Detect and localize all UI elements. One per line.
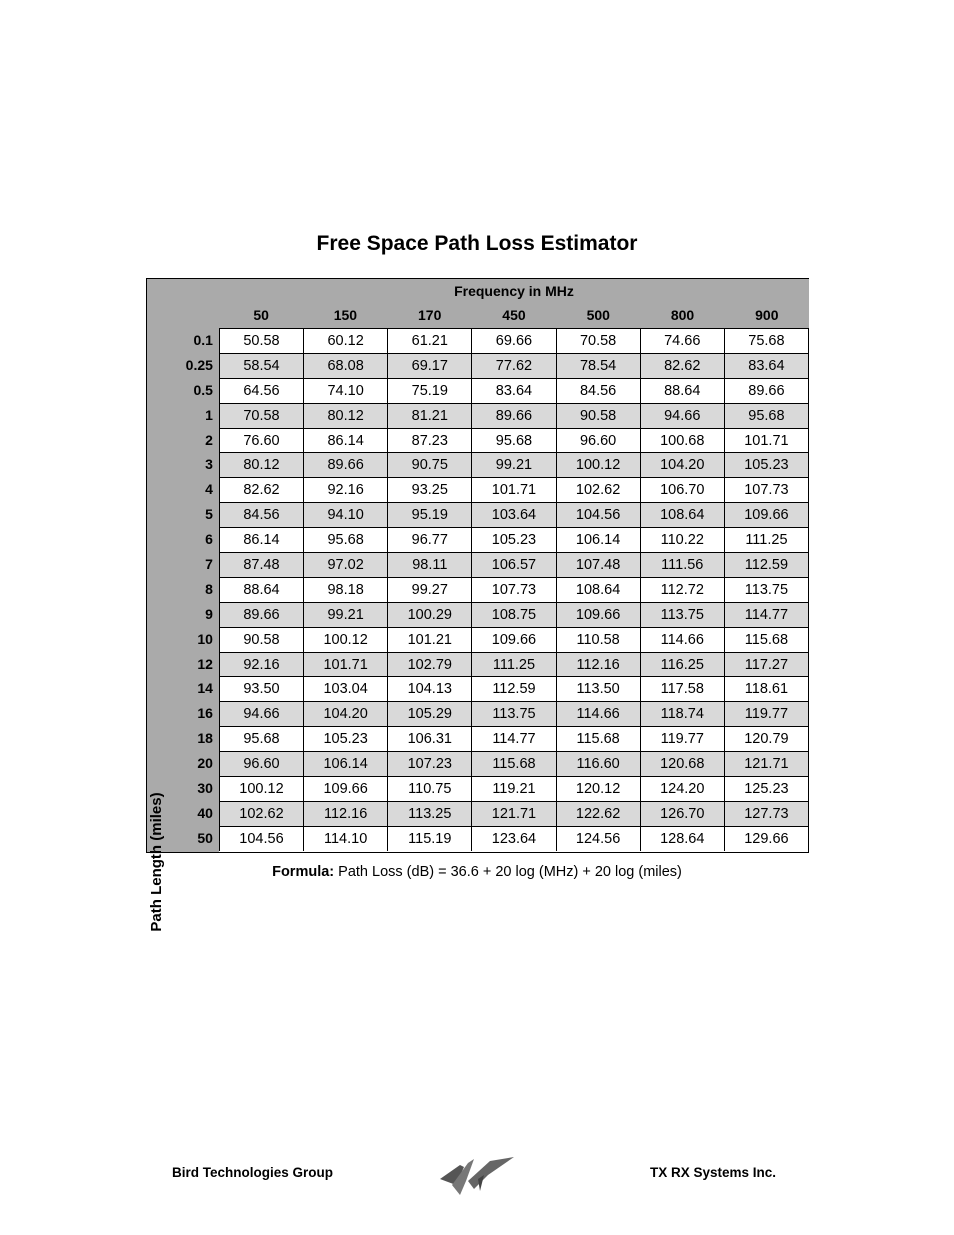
table-cell: 80.12 (303, 403, 387, 428)
table-cell: 108.75 (471, 602, 555, 627)
table-cell: 120.68 (640, 751, 724, 776)
table-cell: 74.66 (640, 328, 724, 353)
table-cell: 76.60 (219, 428, 303, 453)
table-cell: 121.71 (471, 801, 555, 826)
table-cell: 125.23 (724, 776, 808, 801)
table-cell: 110.22 (640, 527, 724, 552)
table-cell: 129.66 (724, 826, 808, 851)
table-cell: 74.10 (303, 378, 387, 403)
table-cell: 88.64 (219, 577, 303, 602)
column-group-label: Frequency in MHz (219, 279, 809, 303)
table-cell: 58.54 (219, 353, 303, 378)
table-row (147, 826, 808, 851)
table-cell: 77.62 (471, 353, 555, 378)
table-cell: 112.16 (556, 652, 640, 677)
table-row (147, 328, 808, 353)
table-row (147, 452, 808, 477)
table-cell: 106.14 (303, 751, 387, 776)
table-cell: 86.14 (303, 428, 387, 453)
table-cell: 112.72 (640, 577, 724, 602)
table-cell: 75.68 (724, 328, 808, 353)
table-cell: 89.66 (219, 602, 303, 627)
table-cell: 106.14 (556, 527, 640, 552)
table-cell: 105.23 (724, 452, 808, 477)
row-label: 20 (197, 755, 213, 772)
table-cell: 103.64 (471, 502, 555, 527)
table-row (147, 378, 808, 403)
table-cell: 126.70 (640, 801, 724, 826)
table-cell: 111.25 (724, 527, 808, 552)
table-cell: 94.66 (219, 701, 303, 726)
table-cell: 83.64 (724, 353, 808, 378)
table-cell: 60.12 (303, 328, 387, 353)
table-cell: 116.60 (556, 751, 640, 776)
table-cell: 113.25 (387, 801, 471, 826)
table-cell: 93.50 (219, 676, 303, 701)
table-cell: 99.21 (471, 452, 555, 477)
table-cell: 120.12 (556, 776, 640, 801)
bird-logo-icon (438, 1155, 516, 1199)
table-cell: 118.74 (640, 701, 724, 726)
table-cell: 113.75 (724, 577, 808, 602)
table-cell: 109.66 (303, 776, 387, 801)
row-label: 5 (205, 506, 213, 523)
table-cell: 97.02 (303, 552, 387, 577)
row-label: 16 (197, 705, 213, 722)
column-header: 500 (586, 307, 610, 323)
table-cell: 96.60 (219, 751, 303, 776)
table-cell: 90.75 (387, 452, 471, 477)
table-cell: 101.71 (724, 428, 808, 453)
column-header-row (219, 303, 809, 328)
table-cell: 107.48 (556, 552, 640, 577)
table-cell: 119.21 (471, 776, 555, 801)
table-cell: 107.73 (471, 577, 555, 602)
table-cell: 118.61 (724, 676, 808, 701)
row-label: 12 (197, 655, 213, 672)
table-cell: 102.62 (556, 477, 640, 502)
column-header: 800 (670, 307, 695, 323)
table-cell: 99.27 (387, 577, 471, 602)
column-header: 50 (253, 307, 269, 323)
table-cell: 109.66 (556, 602, 640, 627)
table-cell: 114.77 (724, 602, 808, 627)
table-row (147, 502, 808, 527)
table-row (147, 751, 808, 776)
row-label: 6 (205, 531, 213, 548)
table-cell: 120.79 (724, 726, 808, 751)
table-cell: 100.12 (556, 452, 640, 477)
table-cell: 114.77 (471, 726, 555, 751)
table-cell: 100.29 (387, 602, 471, 627)
table-cell: 103.04 (303, 676, 387, 701)
table-cell: 70.58 (556, 328, 640, 353)
table-row (147, 701, 808, 726)
table-cell: 95.68 (724, 403, 808, 428)
table-cell: 99.21 (303, 602, 387, 627)
table-row (147, 676, 808, 701)
table-cell: 112.16 (303, 801, 387, 826)
row-label: 18 (197, 730, 213, 747)
table-cell: 64.56 (219, 378, 303, 403)
row-group-label: Path Length (miles) (148, 792, 165, 932)
table-cell: 105.29 (387, 701, 471, 726)
table-cell: 121.71 (724, 751, 808, 776)
table-cell: 115.68 (471, 751, 555, 776)
table-cell: 83.64 (471, 378, 555, 403)
table-cell: 95.68 (471, 428, 555, 453)
table-cell: 102.62 (219, 801, 303, 826)
table-cell: 95.68 (303, 527, 387, 552)
table-cell: 82.62 (640, 353, 724, 378)
table-cell: 106.31 (387, 726, 471, 751)
table-cell: 104.20 (640, 452, 724, 477)
table-cell: 61.21 (387, 328, 471, 353)
row-label: 0.1 (193, 332, 213, 348)
column-header: 170 (418, 307, 442, 323)
footer-company-right: TX RX Systems Inc. (650, 1165, 777, 1180)
table-cell: 104.20 (303, 701, 387, 726)
table-cell: 111.56 (640, 552, 724, 577)
table-cell: 78.54 (556, 353, 640, 378)
table-cell: 88.64 (640, 378, 724, 403)
table-cell: 95.19 (387, 502, 471, 527)
table-cell: 75.19 (387, 378, 471, 403)
table-cell: 101.71 (471, 477, 555, 502)
row-label: 40 (197, 804, 213, 821)
table-row (147, 726, 808, 751)
table-row (147, 552, 808, 577)
table-cell: 87.48 (219, 552, 303, 577)
table-cell: 92.16 (303, 477, 387, 502)
table-cell: 108.64 (640, 502, 724, 527)
table-cell: 95.68 (219, 726, 303, 751)
table-cell: 84.56 (219, 502, 303, 527)
table-cell: 80.12 (219, 452, 303, 477)
table-cell: 110.75 (387, 776, 471, 801)
table-cell: 124.20 (640, 776, 724, 801)
table-cell: 111.25 (471, 652, 555, 677)
table-row (147, 353, 808, 378)
table-cell: 105.23 (471, 527, 555, 552)
column-header: 150 (333, 307, 358, 323)
table-row (147, 428, 808, 453)
table-cell: 104.56 (219, 826, 303, 851)
table-cell: 100.12 (219, 776, 303, 801)
row-label: 8 (205, 580, 213, 597)
page-title: Free Space Path Loss Estimator (316, 232, 638, 255)
formula-label: Formula: (272, 864, 335, 880)
table-cell: 123.64 (471, 826, 555, 851)
table-cell: 107.73 (724, 477, 808, 502)
table-cell: 119.77 (640, 726, 724, 751)
table-body (147, 328, 808, 851)
table-row (147, 652, 808, 677)
table-cell: 113.75 (640, 602, 724, 627)
table-cell: 82.62 (219, 477, 303, 502)
table-cell: 115.68 (556, 726, 640, 751)
table-row (147, 801, 808, 826)
table-cell: 100.68 (640, 428, 724, 453)
table-cell: 105.23 (303, 726, 387, 751)
table-row (147, 527, 808, 552)
table-cell: 108.64 (556, 577, 640, 602)
table-cell: 115.68 (724, 627, 808, 652)
table-cell: 101.21 (387, 627, 471, 652)
table-cell: 81.21 (387, 403, 471, 428)
table-cell: 98.11 (387, 552, 471, 577)
row-label: 7 (205, 556, 213, 573)
row-label: 9 (205, 605, 213, 622)
table-cell: 113.50 (556, 676, 640, 701)
table-row (147, 403, 808, 428)
row-label: 2 (205, 431, 213, 448)
table-row (147, 602, 808, 627)
table-cell: 69.66 (471, 328, 555, 353)
table-cell: 122.62 (556, 801, 640, 826)
column-header: 900 (755, 307, 779, 323)
table-cell: 112.59 (471, 676, 555, 701)
table-cell: 128.64 (640, 826, 724, 851)
table-cell: 89.66 (471, 403, 555, 428)
table-cell: 117.58 (640, 676, 724, 701)
table-cell: 93.25 (387, 477, 471, 502)
row-label: 0.25 (185, 356, 213, 373)
table-cell: 109.66 (471, 627, 555, 652)
table-cell: 100.12 (303, 627, 387, 652)
table-cell: 107.23 (387, 751, 471, 776)
table-row (147, 776, 808, 801)
column-header: 450 (502, 307, 526, 323)
table-cell: 50.58 (219, 328, 303, 353)
table-cell: 106.70 (640, 477, 724, 502)
table-cell: 109.66 (724, 502, 808, 527)
table-cell: 115.19 (387, 826, 471, 851)
table-cell: 102.79 (387, 652, 471, 677)
row-label: 30 (197, 780, 213, 797)
table-cell: 114.10 (303, 826, 387, 851)
formula-text: Path Loss (dB) = 36.6 + 20 log (MHz) + 20 log (miles) (338, 864, 682, 880)
table-cell: 68.08 (303, 353, 387, 378)
table-cell: 117.27 (724, 652, 808, 677)
row-label: 1 (205, 406, 213, 423)
table-cell: 92.16 (219, 652, 303, 677)
table-cell: 127.73 (724, 801, 808, 826)
table-cell: 124.56 (556, 826, 640, 851)
table-cell: 69.17 (387, 353, 471, 378)
table-cell: 84.56 (556, 378, 640, 403)
table-cell: 98.18 (303, 577, 387, 602)
table-cell: 114.66 (556, 701, 640, 726)
table-cell: 70.58 (219, 403, 303, 428)
table-cell: 90.58 (219, 627, 303, 652)
row-label: 3 (205, 456, 213, 473)
footer-company-left: Bird Technologies Group (172, 1165, 334, 1180)
table-cell: 110.58 (556, 627, 640, 652)
table-cell: 87.23 (387, 428, 471, 453)
table-cell: 89.66 (303, 452, 387, 477)
table-cell: 119.77 (724, 701, 808, 726)
table-cell: 116.25 (640, 652, 724, 677)
table-cell: 114.66 (640, 627, 724, 652)
table-cell: 86.14 (219, 527, 303, 552)
row-label: 0.5 (193, 381, 213, 398)
table-cell: 96.77 (387, 527, 471, 552)
table-cell: 94.66 (640, 403, 724, 428)
table-cell: 90.58 (556, 403, 640, 428)
row-label: 50 (197, 829, 213, 846)
table-cell: 112.59 (724, 552, 808, 577)
table-cell: 106.57 (471, 552, 555, 577)
table-row (147, 477, 808, 502)
table-row (147, 627, 808, 652)
table-cell: 104.13 (387, 676, 471, 701)
table-cell: 104.56 (556, 502, 640, 527)
table-cell: 101.71 (303, 652, 387, 677)
table-cell: 89.66 (724, 378, 808, 403)
row-label: 4 (205, 481, 213, 498)
row-label: 10 (197, 630, 213, 647)
table-row (147, 577, 808, 602)
formula-line (0, 864, 954, 880)
table-cell: 94.10 (303, 502, 387, 527)
row-label: 14 (197, 680, 213, 697)
table-cell: 96.60 (556, 428, 640, 453)
table-cell: 113.75 (471, 701, 555, 726)
